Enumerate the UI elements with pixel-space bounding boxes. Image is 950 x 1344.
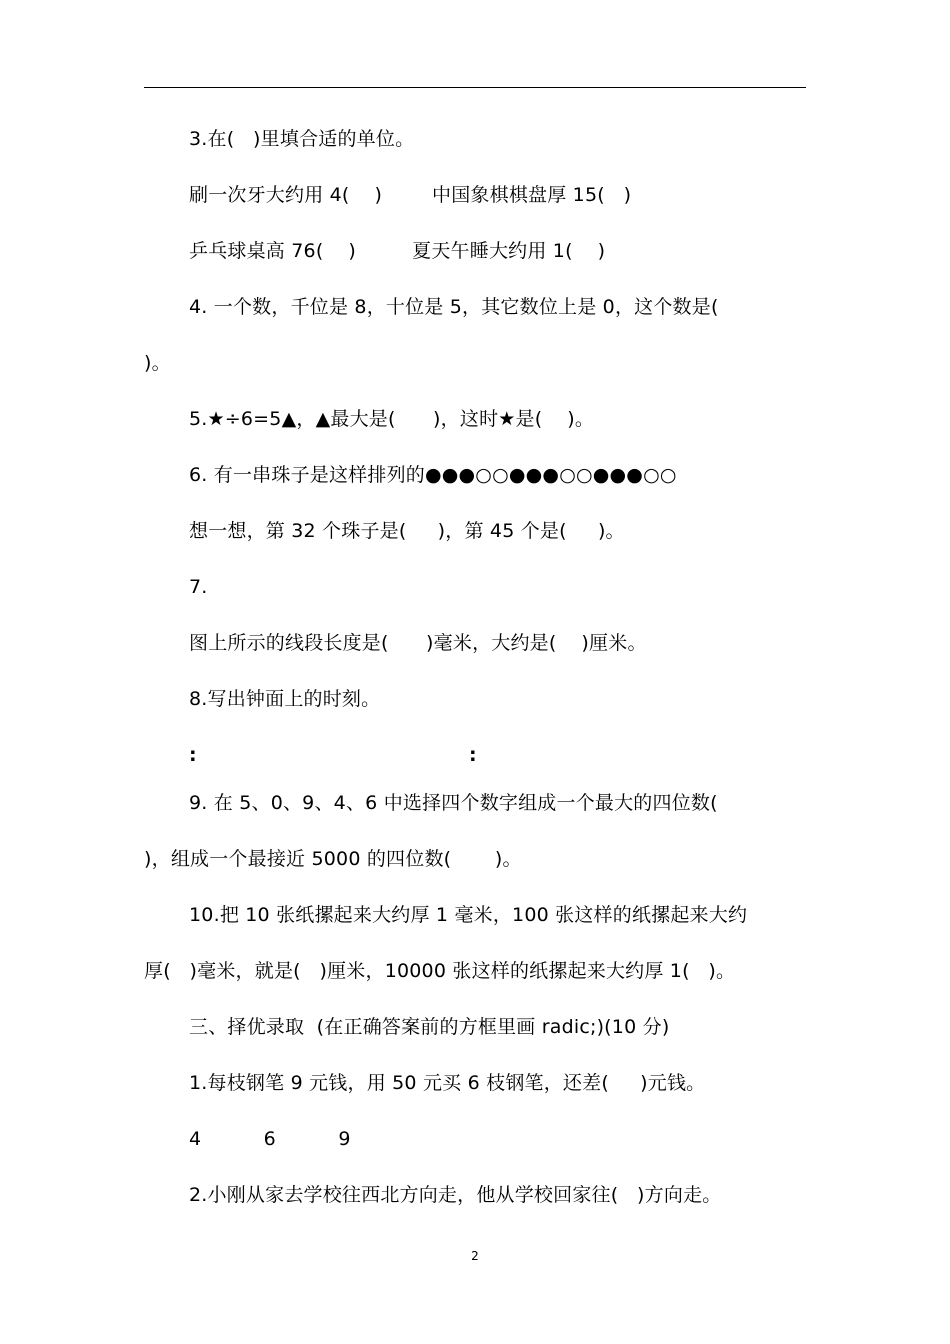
choice-question-1-options: 4 6 9	[189, 1128, 351, 1150]
question-3-row-1: 刷一次牙大约用 4( ) 中国象棋棋盘厚 15( )	[189, 184, 632, 206]
question-8: 8.写出钟面上的时刻。	[189, 688, 381, 710]
question-5: 5.★÷6=5▲，▲最大是( )，这时★是( )。	[189, 408, 595, 430]
question-6-prompt: 想一想，第 32 个珠子是( )，第 45 个是( )。	[189, 520, 625, 542]
choice-question-1: 1.每枝钢笔 9 元钱，用 50 元买 6 枝钢笔，还差( )元钱。	[189, 1072, 706, 1094]
clock-answer-1: :	[189, 744, 197, 766]
question-4: 4. 一个数，千位是 8，十位是 5，其它数位上是 0，这个数是(	[189, 296, 719, 318]
question-9-continued: )，组成一个最接近 5000 的四位数( )。	[144, 848, 522, 870]
question-6: 6. 有一串珠子是这样排列的●●●○○●●●○○●●●○○	[189, 464, 677, 486]
question-4-continued: )。	[144, 352, 171, 374]
choice-question-2: 2.小刚从家去学校往西北方向走，他从学校回家往( )方向走。	[189, 1184, 722, 1206]
question-7: 7.	[189, 576, 208, 598]
clock-answer-2: :	[469, 744, 477, 766]
page-number: 2	[471, 1249, 479, 1263]
question-10-continued: 厚( )毫米，就是( )厘米，10000 张这样的纸摞起来大约厚 1( )。	[144, 960, 736, 982]
question-7-prompt: 图上所示的线段长度是( )毫米，大约是( )厘米。	[189, 632, 647, 654]
question-3-row-2: 乒乓球桌高 76( ) 夏天午睡大约用 1( )	[189, 240, 606, 262]
question-3: 3.在( )里填合适的单位。	[189, 128, 415, 150]
question-10: 10.把 10 张纸摞起来大约厚 1 毫米，100 张这样的纸摞起来大约	[189, 904, 748, 926]
question-9: 9. 在 5、0、9、4、6 中选择四个数字组成一个最大的四位数(	[189, 792, 718, 814]
section-3-heading: 三、择优录取 (在正确答案前的方框里画 radic;)(10 分)	[189, 1016, 670, 1038]
header-rule	[144, 87, 806, 88]
